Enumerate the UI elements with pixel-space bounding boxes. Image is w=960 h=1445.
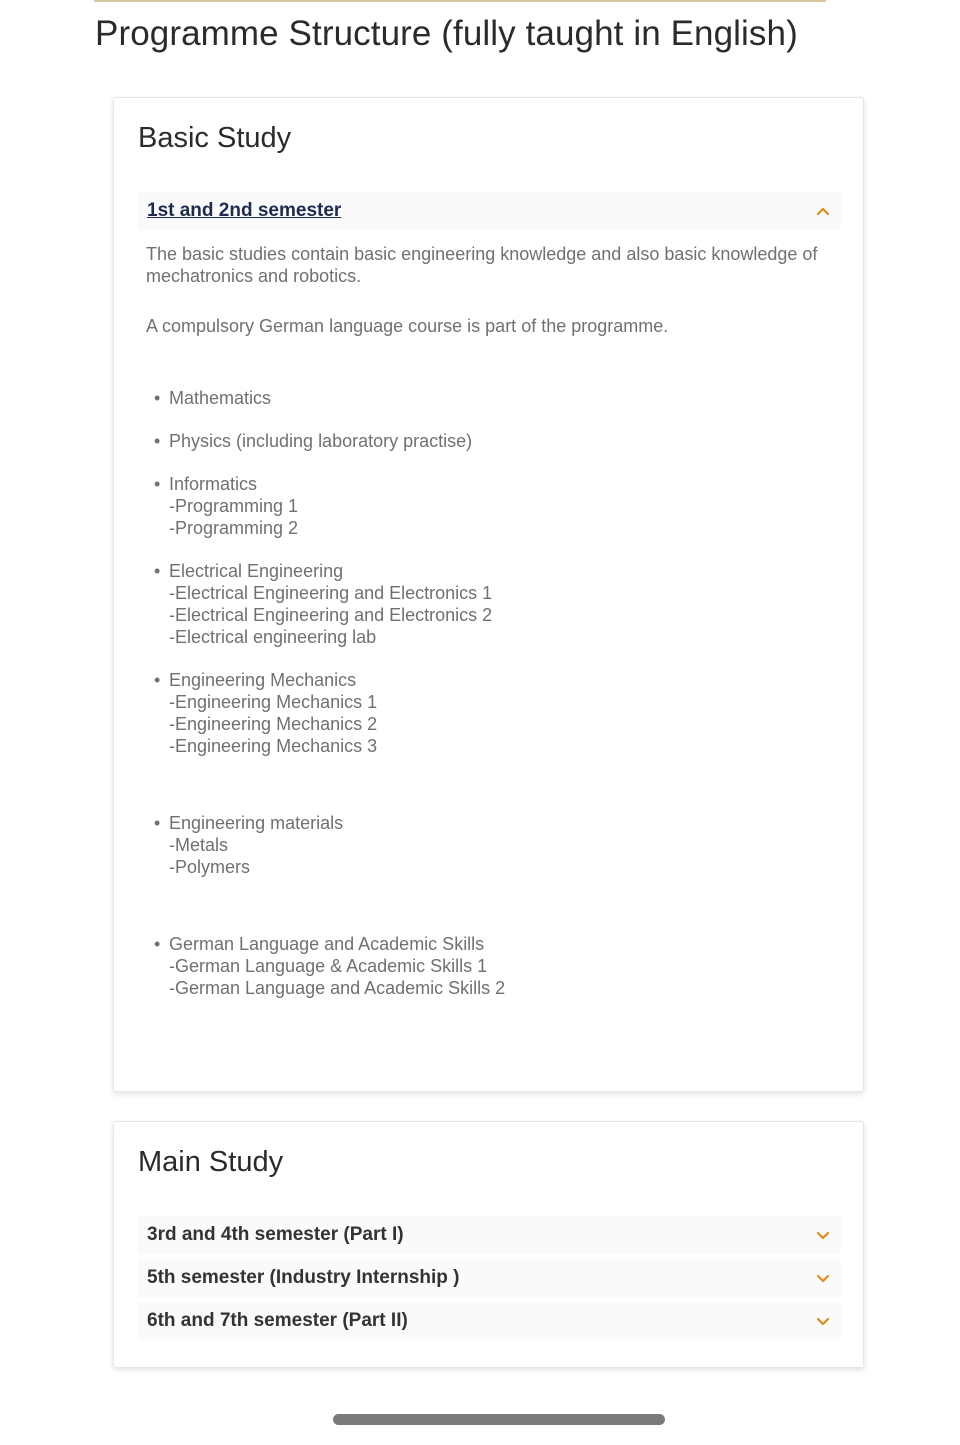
home-indicator-bar[interactable] <box>333 1414 665 1425</box>
subject-name: Engineering Mechanics <box>169 670 357 690</box>
bullet-icon: • <box>154 934 161 954</box>
main-study-title: Main Study <box>138 1146 284 1178</box>
course-line: -Engineering Mechanics 3 <box>169 736 378 756</box>
course-line: -Polymers <box>169 857 251 877</box>
language-note: A compulsory German language course is part of the programme. <box>146 316 669 336</box>
bullet-icon: • <box>154 388 161 408</box>
basic-study-card <box>113 97 864 1092</box>
subject-name: German Language and Academic Skills <box>169 934 485 954</box>
accordion-semester-5[interactable] <box>138 1259 841 1297</box>
course-line: -German Language and Academic Skills 2 <box>169 978 506 998</box>
chevron-down-icon[interactable] <box>815 1227 831 1243</box>
bullet-icon: • <box>154 561 161 581</box>
chevron-up-icon[interactable] <box>815 203 831 219</box>
subject-name: Physics (including laboratory practise) <box>169 431 473 451</box>
accordion-label[interactable]: 6th and 7th semester (Part II) <box>147 1310 408 1331</box>
course-line: -Programming 2 <box>169 518 299 538</box>
course-line: -Electrical engineering lab <box>169 627 377 647</box>
course-line: -Metals <box>169 835 229 855</box>
accordion-semester-1-2[interactable] <box>138 192 841 230</box>
basic-study-title: Basic Study <box>138 122 292 154</box>
main-study-card <box>113 1121 864 1368</box>
accordion-label[interactable]: 1st and 2nd semester <box>147 200 342 221</box>
top-divider <box>94 0 826 2</box>
accordion-semester-3-4[interactable] <box>138 1216 841 1254</box>
subject-name: Informatics <box>169 474 258 494</box>
course-line: -Electrical Engineering and Electronics 1 <box>169 583 493 603</box>
subject-name: Engineering materials <box>169 813 344 833</box>
subject-name: Mathematics <box>169 388 272 408</box>
chevron-down-icon[interactable] <box>815 1270 831 1286</box>
bullet-icon: • <box>154 670 161 690</box>
course-line: -Programming 1 <box>169 496 299 516</box>
accordion-label[interactable]: 5th semester (Industry Internship ) <box>147 1267 460 1288</box>
course-line: -German Language & Academic Skills 1 <box>169 956 488 976</box>
course-line: -Engineering Mechanics 2 <box>169 714 378 734</box>
page-title: Programme Structure (fully taught in English) <box>95 14 798 53</box>
course-line: -Engineering Mechanics 1 <box>169 692 378 712</box>
subject-name: Electrical Engineering <box>169 561 344 581</box>
bullet-icon: • <box>154 813 161 833</box>
course-line: -Electrical Engineering and Electronics 2 <box>169 605 493 625</box>
bullet-icon: • <box>154 474 161 494</box>
accordion-semester-6-7[interactable] <box>138 1302 841 1340</box>
intro-text: The basic studies contain basic engineering knowledge and also basic knowledge of mechatronics and robotics. <box>146 244 818 286</box>
bullet-icon: • <box>154 431 161 451</box>
accordion-label[interactable]: 3rd and 4th semester (Part I) <box>147 1224 404 1245</box>
chevron-down-icon[interactable] <box>815 1313 831 1329</box>
